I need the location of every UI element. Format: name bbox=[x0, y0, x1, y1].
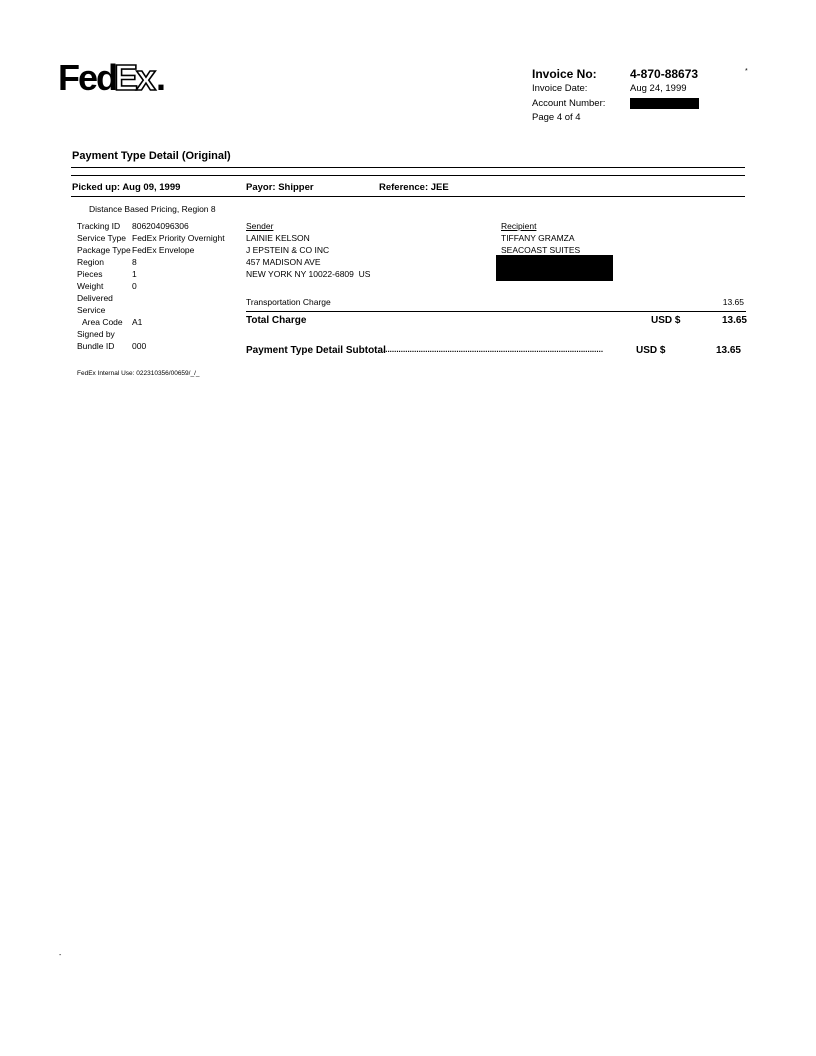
detail-label: Service bbox=[77, 305, 106, 315]
detail-label: Pieces bbox=[77, 269, 103, 279]
sender-line: LAINIE KELSON bbox=[246, 233, 310, 243]
detail-label: Area Code bbox=[82, 317, 123, 327]
total-charge-label: Total Charge bbox=[246, 315, 307, 326]
detail-label: Bundle ID bbox=[77, 341, 115, 351]
detail-value: FedEx Envelope bbox=[132, 245, 195, 255]
payor: Payor: Shipper bbox=[246, 182, 314, 193]
detail-label: Tracking ID bbox=[77, 221, 121, 231]
invoice-no: 4-870-88673 bbox=[630, 67, 699, 81]
account-number-redaction bbox=[630, 98, 699, 109]
subtotal-dot-leader: ................................................................................................... bbox=[383, 345, 604, 354]
detail-value: 000 bbox=[132, 341, 147, 351]
account-number-label: Account Number: bbox=[532, 98, 606, 109]
sender-line: J EPSTEIN & CO INC bbox=[246, 245, 330, 255]
detail-label: Service Type bbox=[77, 233, 126, 243]
footer-mark: - bbox=[59, 952, 62, 959]
internal-use: FedEx Internal Use: 022310356/00659/_/_ bbox=[77, 370, 200, 377]
detail-label: Package Type bbox=[77, 245, 131, 255]
detail-value: A1 bbox=[132, 317, 143, 327]
transportation-charge-label: Transportation Charge bbox=[246, 297, 331, 307]
pricing-note: Distance Based Pricing, Region 8 bbox=[89, 204, 216, 214]
subtotal-label: Payment Type Detail Subtotal bbox=[246, 345, 386, 356]
detail-value: 0 bbox=[132, 281, 137, 291]
sender-line: 457 MADISON AVE bbox=[246, 257, 321, 267]
page-number: Page 4 of 4 bbox=[532, 112, 581, 123]
recipient-address-redaction bbox=[496, 255, 613, 281]
fedex-logo bbox=[58, 56, 168, 100]
invoice-date: Aug 24, 1999 bbox=[630, 83, 687, 94]
detail-value: 1 bbox=[132, 269, 137, 279]
star-mark: * bbox=[745, 68, 748, 75]
invoice-no-label: Invoice No: bbox=[532, 67, 597, 81]
sender-line: NEW YORK NY 10022-6809 US bbox=[246, 269, 371, 279]
detail-label: Delivered bbox=[77, 293, 113, 303]
divider-top bbox=[71, 167, 745, 168]
sender-heading: Sender bbox=[246, 221, 274, 231]
detail-label: Signed by bbox=[77, 329, 115, 339]
svg-text:.: . bbox=[156, 57, 167, 98]
detail-label: Region bbox=[77, 257, 104, 267]
divider-charges bbox=[246, 311, 746, 312]
divider-summary bbox=[71, 196, 745, 197]
detail-value: 806204096306 bbox=[132, 221, 189, 231]
svg-text:Ex: Ex bbox=[114, 57, 155, 98]
total-charge-value: 13.65 bbox=[721, 315, 747, 326]
subtotal-currency: USD $ bbox=[636, 345, 666, 356]
transportation-charge-value: 13.65 bbox=[722, 297, 744, 307]
detail-value: FedEx Priority Overnight bbox=[132, 233, 225, 243]
recipient-heading: Recipient bbox=[501, 221, 537, 231]
total-charge-currency: USD $ bbox=[651, 315, 681, 326]
svg-text:Fed: Fed bbox=[58, 57, 117, 98]
divider-second bbox=[71, 175, 745, 176]
detail-label: Weight bbox=[77, 281, 104, 291]
detail-value: 8 bbox=[132, 257, 137, 267]
recipient-line: SEACOAST SUITES bbox=[501, 245, 581, 255]
section-title: Payment Type Detail (Original) bbox=[72, 150, 231, 162]
recipient-line: TIFFANY GRAMZA bbox=[501, 233, 575, 243]
reference: Reference: JEE bbox=[379, 182, 449, 193]
picked-up: Picked up: Aug 09, 1999 bbox=[72, 182, 181, 193]
invoice-date-label: Invoice Date: bbox=[532, 83, 588, 94]
subtotal-value: 13.65 bbox=[715, 345, 741, 356]
